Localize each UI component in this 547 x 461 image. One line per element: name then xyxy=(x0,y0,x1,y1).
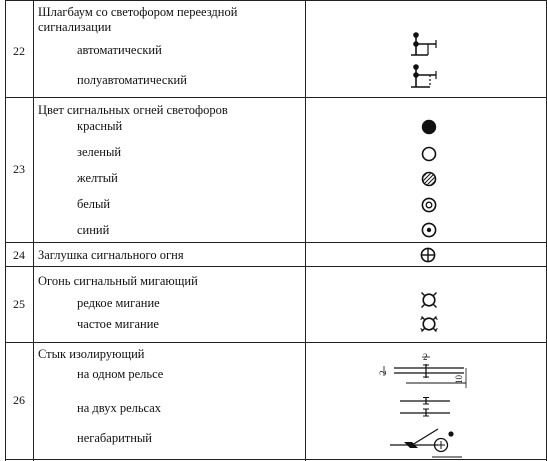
col-divider xyxy=(305,0,306,461)
row-number: 23 xyxy=(13,162,25,176)
barrier-automatic-icon xyxy=(406,30,446,60)
fast-blink-icon xyxy=(418,314,440,334)
row-title: Огонь сигнальный мигающий xyxy=(38,274,198,288)
joint-two-rails-icon xyxy=(396,393,458,419)
hatched-circle-icon xyxy=(420,170,438,188)
row-item: полуавтоматический xyxy=(77,73,187,87)
row-item: частое мигание xyxy=(77,317,159,331)
col-divider xyxy=(33,0,34,461)
row-number: 22 xyxy=(13,44,25,58)
row-divider xyxy=(5,266,547,267)
double-circle-icon xyxy=(420,196,438,214)
dimension-label: 2 xyxy=(423,352,428,362)
row-item: красный xyxy=(77,119,123,133)
row-title: Заглушка сигнального огня xyxy=(38,248,184,262)
row-item: автоматический xyxy=(77,43,162,57)
filled-circle-icon xyxy=(420,118,438,136)
row-item: на двух рельсах xyxy=(77,401,162,415)
row-item: синий xyxy=(77,223,110,237)
row-item: белый xyxy=(77,197,111,211)
barrier-semiautomatic-icon xyxy=(406,62,446,92)
row-title: сигнализации xyxy=(38,20,112,34)
col-divider xyxy=(5,0,6,461)
row-divider xyxy=(5,459,547,460)
dimension-label: 2 xyxy=(378,370,388,375)
open-circle-icon xyxy=(420,145,438,163)
dimension-label: 10 xyxy=(454,375,464,384)
row-title: Цвет сигнальных огней светофоров xyxy=(38,103,228,117)
row-item: зеленый xyxy=(77,145,122,159)
row-title: Стык изолирующий xyxy=(38,347,145,361)
row-number: 26 xyxy=(13,393,25,407)
joint-one-rail-icon xyxy=(376,350,476,392)
dotted-circle-icon xyxy=(420,221,438,239)
row-divider xyxy=(5,342,547,343)
row-number: 24 xyxy=(13,248,25,262)
row-divider xyxy=(5,0,547,1)
row-item: на одном рельсе xyxy=(77,367,164,381)
row-item: редкое мигание xyxy=(77,296,160,310)
row-divider xyxy=(5,97,547,98)
row-divider xyxy=(5,242,547,243)
crossed-circle-icon xyxy=(419,246,437,264)
row-title: Шлагбаум со светофором переездной xyxy=(38,5,238,19)
row-item: желтый xyxy=(77,171,118,185)
joint-oversize-icon xyxy=(386,421,466,459)
slow-blink-icon xyxy=(418,290,440,310)
row-number: 25 xyxy=(13,297,25,311)
row-item: негабаритный xyxy=(77,431,152,445)
